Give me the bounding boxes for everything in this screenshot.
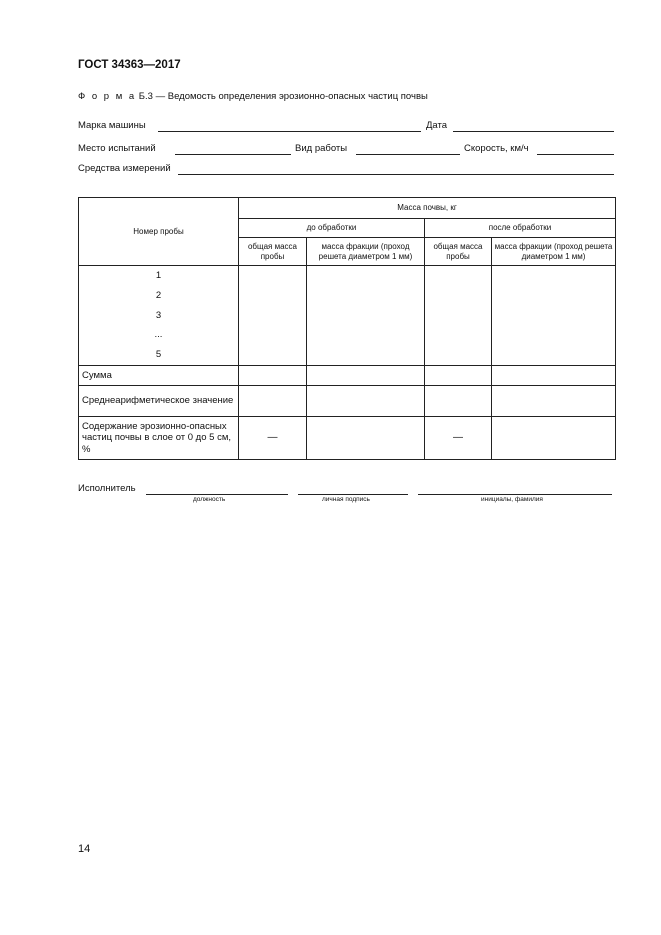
machine-brand-field[interactable] <box>158 131 421 132</box>
instruments-label: Средства измерений <box>78 163 171 174</box>
row-mean-label: Среднеарифметическое значение <box>79 385 239 416</box>
page-number: 14 <box>78 843 91 855</box>
form-prefix: Ф о р м а <box>78 91 137 102</box>
sample-number: ... <box>154 329 163 341</box>
work-type-label: Вид работы <box>295 143 348 154</box>
document-header: ГОСТ 34363—2017 <box>78 59 181 71</box>
header-fraction-mass-before: масса фракции (проход решета диаметром 1 мм) <box>307 238 425 266</box>
name-field[interactable] <box>418 494 612 495</box>
machine-brand-label: Марка машины <box>78 120 146 131</box>
sample-number: 3 <box>155 309 162 321</box>
dash-after: — <box>425 416 492 459</box>
header-total-mass-after: общая масса пробы <box>425 238 492 266</box>
test-site-field[interactable] <box>175 154 291 155</box>
position-field[interactable] <box>146 494 288 495</box>
sample-number: 2 <box>155 289 162 301</box>
cell-sum-fraction-after[interactable] <box>492 365 616 385</box>
signature-field[interactable] <box>298 494 408 495</box>
date-label: Дата <box>426 120 448 131</box>
header-after-treatment: после обработки <box>425 219 616 238</box>
sample-numbers-cell <box>79 266 239 366</box>
sample-number: 1 <box>155 270 162 281</box>
date-field[interactable] <box>453 131 614 132</box>
cell-fraction-mass-before[interactable] <box>307 266 425 366</box>
header-total-mass-before: общая масса пробы <box>239 238 307 266</box>
cell-sum-fraction-before[interactable] <box>307 365 425 385</box>
header-soil-mass: Масса почвы, кг <box>239 198 616 219</box>
row-sum-label: Сумма <box>79 365 239 385</box>
cell-sum-total-after[interactable] <box>425 365 492 385</box>
header-sample-number: Номер пробы <box>79 198 239 266</box>
name-caption: инициалы, фамилия <box>481 496 543 503</box>
header-fraction-mass-after: масса фракции (проход решета диаметром 1 мм) <box>492 238 616 266</box>
test-site-label: Место испытаний <box>78 143 156 154</box>
cell-mean-fraction-after[interactable] <box>492 385 616 416</box>
position-caption: должность <box>193 496 226 503</box>
instruments-field[interactable] <box>178 174 614 175</box>
cell-total-mass-before[interactable] <box>239 266 307 366</box>
header-before-treatment: до обработки <box>239 219 425 238</box>
cell-sum-total-before[interactable] <box>239 365 307 385</box>
speed-field[interactable] <box>537 154 614 155</box>
cell-mean-total-before[interactable] <box>239 385 307 416</box>
dash-before: — <box>239 416 307 459</box>
sample-number: 5 <box>155 349 162 361</box>
form-title <box>78 91 428 102</box>
cell-total-mass-after[interactable] <box>425 266 492 366</box>
cell-mean-fraction-before[interactable] <box>307 385 425 416</box>
row-content-label: Содержание эрозионно-опасных частиц почвы в слое от 0 до 5 см, % <box>79 416 239 459</box>
soil-mass-table <box>78 197 616 460</box>
cell-content-fraction-before[interactable] <box>307 416 425 459</box>
speed-label: Скорость, км/ч <box>464 143 529 154</box>
cell-fraction-mass-after[interactable] <box>492 266 616 366</box>
form-title-text: Б.3 — Ведомость определения эрозионно-опасных частиц почвы <box>136 91 428 102</box>
cell-mean-total-after[interactable] <box>425 385 492 416</box>
executor-label: Исполнитель <box>78 483 136 494</box>
cell-content-fraction-after[interactable] <box>492 416 616 459</box>
signature-caption: личная подпись <box>322 496 370 503</box>
work-type-field[interactable] <box>356 154 460 155</box>
